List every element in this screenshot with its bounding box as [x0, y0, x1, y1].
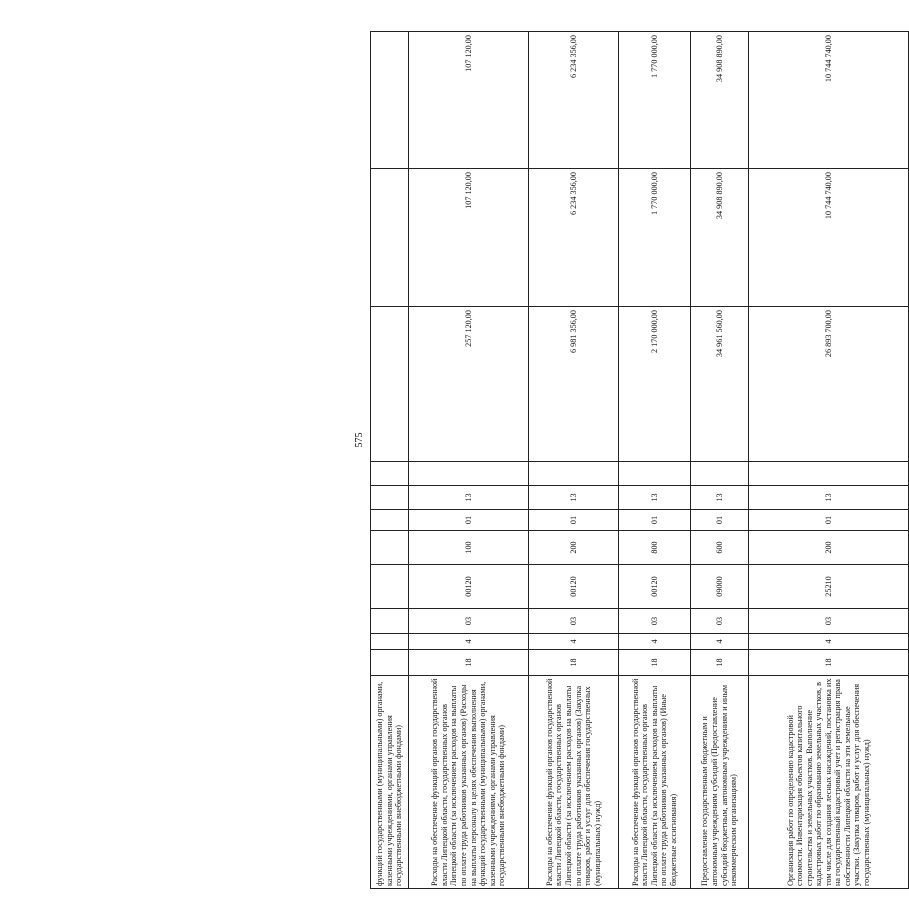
row-amount-3: 1 770 000,00 — [619, 32, 691, 169]
row-description: функций государственными (муниципальными) органами, казенными учреждениями, органами управления государственными внебюджетными фондами) — [371, 676, 409, 889]
row-code-ministry: 18 — [409, 650, 529, 676]
row-code-direction: 00120 — [529, 565, 619, 609]
row-amount-3: 6 234 356,00 — [529, 32, 619, 169]
row-code-subprogram: 03 — [691, 609, 749, 634]
row-code-expense-type: 200 — [749, 531, 909, 565]
row-code-ministry: 18 — [619, 650, 691, 676]
row-code-section: 01 — [619, 510, 691, 531]
row-code-empty — [371, 462, 409, 486]
row-description: Организация работ по определению кадастровой стоимости. Инвентаризация объектов капитального строительства и земельных участков. Выполнение кадастровых работ по образованию земельных участков, в том числе для создания лесных насаждений, постановка их на государственный кадастровый учет и регистрация права собственности Липецкой области на эти земельные участки. (Закупка товаров, работ и услуг для обеспечения государственных (муниципальных) нужд) — [749, 676, 909, 889]
table-row — [619, 32, 691, 889]
row-code-ministry: 18 — [691, 650, 749, 676]
row-code-program — [371, 634, 409, 650]
row-code-empty — [749, 462, 909, 486]
row-code-program: 4 — [619, 634, 691, 650]
row-amount-1 — [371, 307, 409, 462]
row-code-empty — [619, 462, 691, 486]
row-code-program: 4 — [409, 634, 529, 650]
row-code-direction: 00120 — [619, 565, 691, 609]
row-code-subprogram: 03 — [409, 609, 529, 634]
row-code-subprogram: 03 — [749, 609, 909, 634]
table-row — [691, 32, 749, 889]
row-amount-1: 26 893 700,00 — [749, 307, 909, 462]
row-code-subsection: 13 — [691, 486, 749, 510]
table-row — [749, 32, 909, 889]
row-amount-1: 257 120,00 — [409, 307, 529, 462]
row-code-subprogram — [371, 609, 409, 634]
row-amount-2: 34 908 890,00 — [691, 169, 749, 307]
budget-table-wrapper — [370, 32, 871, 889]
row-code-subsection: 13 — [619, 486, 691, 510]
row-code-program: 4 — [749, 634, 909, 650]
row-code-empty — [529, 462, 619, 486]
row-amount-2: 6 234 356,00 — [529, 169, 619, 307]
row-code-section: 01 — [691, 510, 749, 531]
row-code-expense-type: 800 — [619, 531, 691, 565]
row-code-section: 01 — [749, 510, 909, 531]
row-description: Расходы на обеспечение функций органов государственной власти Липецкой области, государственных органов Липецкой области (за исключением расходов на выплаты по оплате труда работников указанных органов) (Закупка товаров, работ и услуг для обеспечения государственных (муниципальных) нужд) — [529, 676, 619, 889]
row-code-subprogram: 03 — [619, 609, 691, 634]
row-code-section: 01 — [529, 510, 619, 531]
row-code-subsection: 13 — [409, 486, 529, 510]
row-code-ministry — [371, 650, 409, 676]
table-row — [529, 32, 619, 889]
row-code-empty — [409, 462, 529, 486]
row-amount-2 — [371, 169, 409, 307]
table-row — [371, 32, 409, 889]
row-code-expense-type — [371, 531, 409, 565]
row-code-direction: 09000 — [691, 565, 749, 609]
row-code-program: 4 — [691, 634, 749, 650]
row-code-direction: 25210 — [749, 565, 909, 609]
row-code-section — [371, 510, 409, 531]
row-amount-2: 1 770 000,00 — [619, 169, 691, 307]
row-amount-3 — [371, 32, 409, 169]
row-code-section: 01 — [409, 510, 529, 531]
row-code-subsection: 13 — [749, 486, 909, 510]
row-code-ministry: 18 — [749, 650, 909, 676]
row-amount-2: 107 120,00 — [409, 169, 529, 307]
row-code-expense-type: 100 — [409, 531, 529, 565]
row-code-expense-type: 600 — [691, 531, 749, 565]
row-code-subprogram: 03 — [529, 609, 619, 634]
page-number: 575 — [354, 432, 365, 448]
row-description: Расходы на обеспечение функций органов государственной власти Липецкой области, государственных органов Липецкой области (за исключением расходов на выплаты по оплате труда работников указанных органов) (Иные бюджетные ассигнования) — [619, 676, 691, 889]
row-amount-1: 34 961 560,00 — [691, 307, 749, 462]
row-code-subsection — [371, 486, 409, 510]
row-code-empty — [691, 462, 749, 486]
row-code-expense-type: 200 — [529, 531, 619, 565]
row-description: Предоставление государственным бюджетным и автономным учреждениям субсидий (Предоставление субсидий бюджетным, автономным учреждениям и иным некоммерческим организациям) — [691, 676, 749, 889]
row-code-direction: 00120 — [409, 565, 529, 609]
row-amount-2: 10 744 740,00 — [749, 169, 909, 307]
budget-table — [370, 31, 909, 889]
row-code-program: 4 — [529, 634, 619, 650]
row-amount-1: 6 981 356,00 — [529, 307, 619, 462]
row-amount-3: 34 908 890,00 — [691, 32, 749, 169]
row-description: Расходы на обеспечение функций органов государственной власти Липецкой области, государственных органов Липецкой области (за исключением расходов на выплаты по оплате труда работников указанных органов) (Расходы на выплаты персоналу в целях обеспечения выполнения функций государственными (муниципальными) органами, казенными учреждениями, органами управления государственными внебюджетными фондами) — [409, 676, 529, 889]
row-code-subsection: 13 — [529, 486, 619, 510]
row-code-ministry: 18 — [529, 650, 619, 676]
row-amount-3: 10 744 740,00 — [749, 32, 909, 169]
row-amount-3: 107 120,00 — [409, 32, 529, 169]
row-amount-1: 2 170 000,00 — [619, 307, 691, 462]
row-code-direction — [371, 565, 409, 609]
table-row — [409, 32, 529, 889]
